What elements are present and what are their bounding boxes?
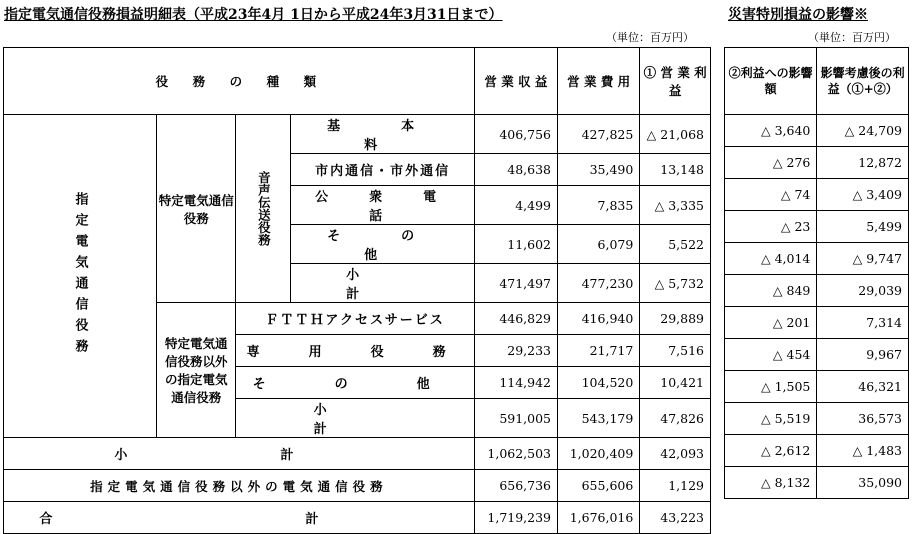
cell-expense: 104,520 [558,367,640,399]
table-row [725,371,909,403]
cell-impact: △ 8,132 [725,467,817,499]
cell-impact: △ 849 [725,275,817,307]
row-label: 指定電気通信役務以外の電気通信役務 [4,470,475,502]
row-label: そ の 他 [291,225,474,264]
header-impact: ②利益への影響額 [725,48,817,115]
table-row [725,147,909,179]
row-label: 専 用 役 務 [236,335,474,367]
row-label: 公 衆 電 話 [291,186,474,225]
table-row [725,307,909,339]
table-row [725,339,909,371]
cell-adjusted: △ 24,709 [817,115,909,147]
cell-adjusted: 9,967 [817,339,909,371]
table-row [725,435,909,467]
cell-impact: △ 454 [725,339,817,371]
cell-expense: 1,676,016 [558,502,640,534]
cell-adjusted: 36,573 [817,403,909,435]
disaster-impact-table [724,47,909,499]
cell-impact: △ 2,612 [725,435,817,467]
page-title: 指定電気通信役務損益明細表（平成23年4月 1日から平成24年3月31日まで） [4,7,503,23]
cell-impact: △ 4,014 [725,243,817,275]
table-row [725,211,909,243]
header-row [4,48,711,115]
row-label: ＦＴＴＨアクセスサービス [236,303,474,335]
cell-revenue: 1,062,503 [474,438,557,470]
row-label: 小 計 [291,264,474,303]
unit-label-left: （単位：百万円） [606,31,694,44]
cell-expense: 6,079 [558,225,640,264]
cell-expense: 477,230 [558,264,640,303]
sub1-label: 特定電気通信役務 [157,115,236,303]
cell-revenue: 114,942 [474,367,557,399]
group-label: 指定電気通信役務 [4,115,157,438]
cell-adjusted: 5,499 [817,211,909,243]
header-adjusted: 影響考慮後の利益（①+②） [817,48,909,115]
table-row [725,467,909,499]
cell-revenue: 1,719,239 [474,502,557,534]
cell-profit: 13,148 [640,154,711,186]
cell-adjusted: △ 1,483 [817,435,909,467]
cell-impact: △ 3,640 [725,115,817,147]
cell-impact: △ 1,505 [725,371,817,403]
table-row [725,179,909,211]
cell-revenue: 591,005 [474,399,557,438]
cell-expense: 416,940 [558,303,640,335]
voice-label: 音声伝送役務 [236,115,291,303]
row-label: 小 計 [4,438,475,470]
unit-label-right: （単位：百万円） [808,31,896,44]
cell-expense: 21,717 [558,335,640,367]
table-row [4,438,711,470]
cell-adjusted: 12,872 [817,147,909,179]
cell-revenue: 656,736 [474,470,557,502]
row-label: 合 計 [4,502,475,534]
table-row [4,115,711,154]
cell-profit: 29,889 [640,303,711,335]
cell-expense: 543,179 [558,399,640,438]
cell-profit: △ 3,335 [640,186,711,225]
cell-profit: 47,826 [640,399,711,438]
cell-impact: △ 74 [725,179,817,211]
cell-revenue: 446,829 [474,303,557,335]
cell-impact: △ 23 [725,211,817,243]
row-label: 小 計 [236,399,474,438]
sub2-label: 特定電気通信役務以外の指定電気通信役務 [157,303,236,438]
disaster-impact-title: 災害特別損益の影響※ [728,7,868,23]
cell-profit: 5,522 [640,225,711,264]
cell-expense: 1,020,409 [558,438,640,470]
table-row [725,243,909,275]
table-row [725,275,909,307]
cell-profit: △ 5,732 [640,264,711,303]
header-expense: 営 業 費 用 [558,48,640,115]
table-row [725,403,909,435]
cell-revenue: 406,756 [474,115,557,154]
row-label: 市内通信・市外通信 [291,154,474,186]
cell-revenue: 471,497 [474,264,557,303]
cell-impact: △ 201 [725,307,817,339]
cell-revenue: 11,602 [474,225,557,264]
header-revenue: 営 業 収 益 [474,48,557,115]
table-row [4,470,711,502]
cell-profit: 42,093 [640,438,711,470]
cell-adjusted: △ 9,747 [817,243,909,275]
cell-revenue: 29,233 [474,335,557,367]
cell-revenue: 48,638 [474,154,557,186]
cell-expense: 655,606 [558,470,640,502]
cell-adjusted: 35,090 [817,467,909,499]
cell-adjusted: △ 3,409 [817,179,909,211]
header-profit: ① 営 業 利 益 [640,48,711,115]
cell-expense: 427,825 [558,115,640,154]
cell-adjusted: 29,039 [817,275,909,307]
cell-profit: 43,223 [640,502,711,534]
table-row [725,115,909,147]
cell-expense: 35,490 [558,154,640,186]
cell-expense: 7,835 [558,186,640,225]
cell-adjusted: 46,321 [817,371,909,403]
cell-profit: 10,421 [640,367,711,399]
cell-impact: △ 276 [725,147,817,179]
cell-profit: 1,129 [640,470,711,502]
row-label: そ の 他 [236,367,474,399]
header-kind: 役 務 の 種 類 [4,48,475,115]
header-row [725,48,909,115]
cell-profit: △ 21,068 [640,115,711,154]
cell-impact: △ 5,519 [725,403,817,435]
profit-loss-table [3,47,711,534]
table-row [4,502,711,534]
cell-adjusted: 7,314 [817,307,909,339]
cell-revenue: 4,499 [474,186,557,225]
row-label: 基 本 料 [291,115,474,154]
cell-profit: 7,516 [640,335,711,367]
